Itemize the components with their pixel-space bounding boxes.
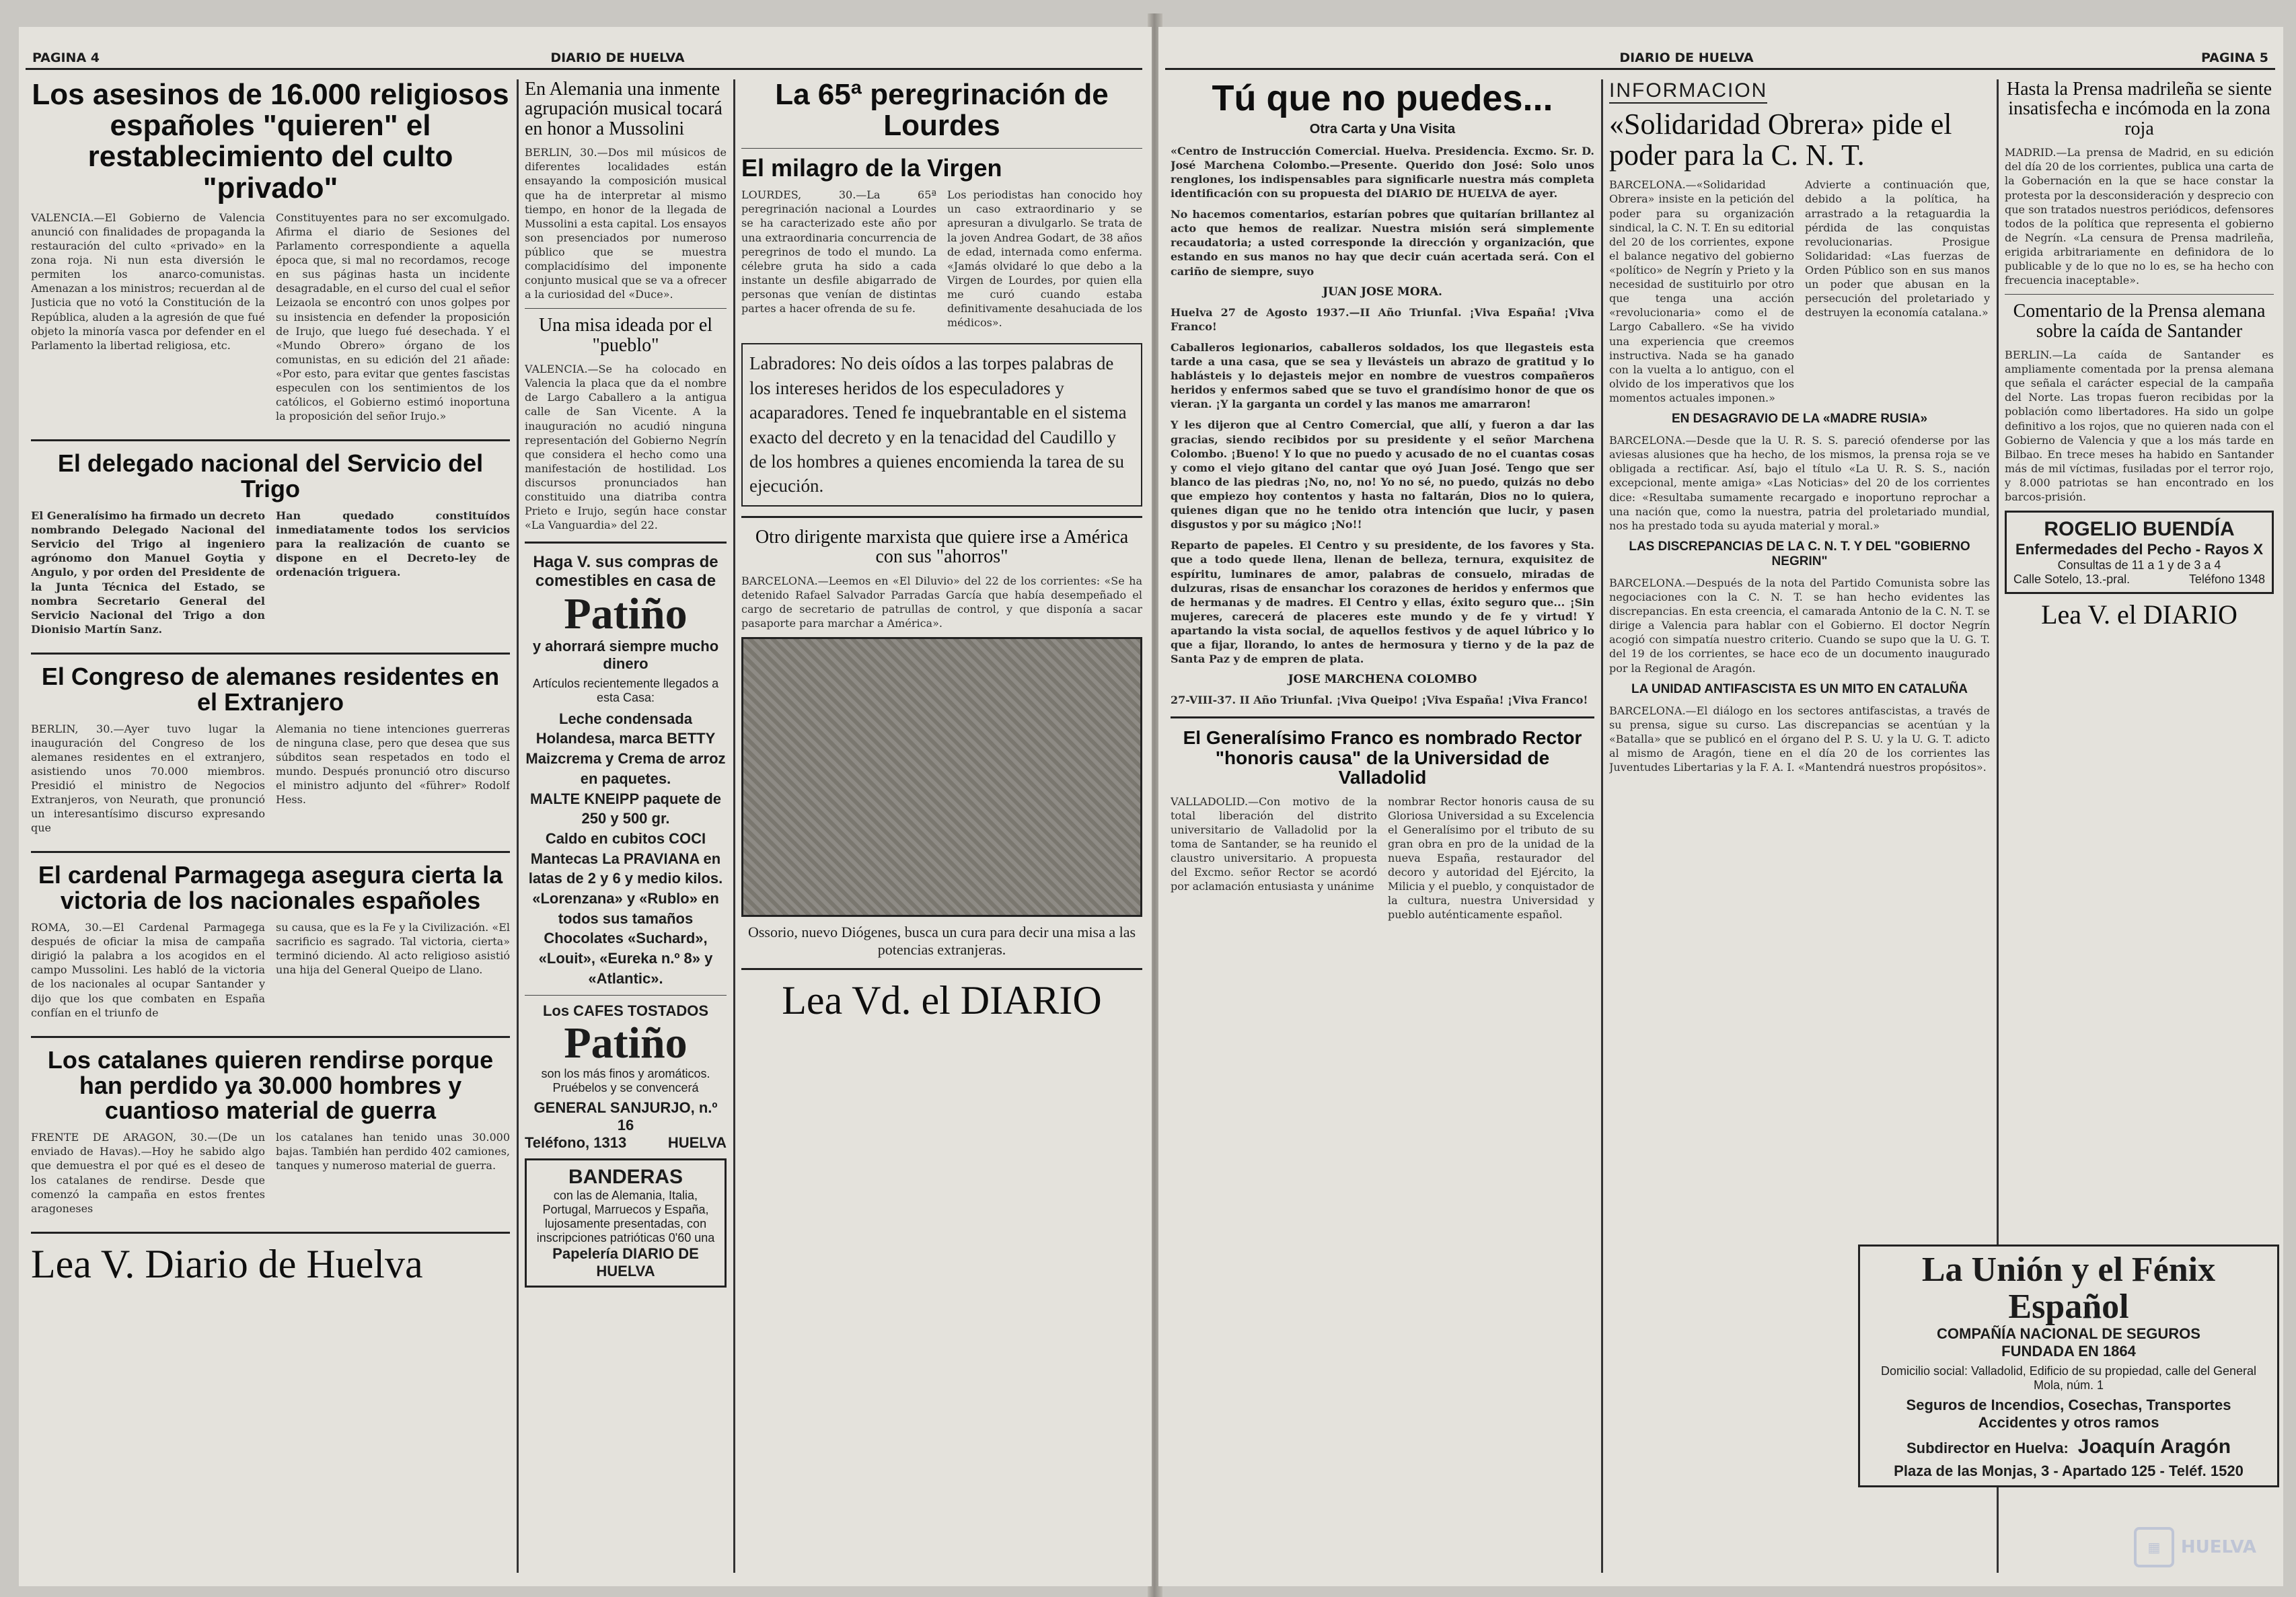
article-solidaridad-text-b: Advierte a continuación que, debido a la política, ha arrastrado a la retaguardia la pérdida de las conquistas revolucionarias. Prosigue Solidaridad: «Las fuerzas de Orden Público son en sus manos un poder que abusan en la persecución del proletariado y destruyen la economía catalana.»: [1805, 178, 1990, 320]
ad-buendia-specialty: Enfermedades del Pecho - Rayos X: [2015, 541, 2264, 558]
article-congreso-text-a: BERLIN, 30.—Ayer tuvo lugar la inauguración del Congreso de los alemanes residentes en el extranjero, asistiendo unos 70.000 miembros. Presidió el ministro de Negocios Extranjeros, von Neurath, que pronunció un interesantísimo discurso expresando que: [31, 722, 265, 835]
headline-milagro: El milagro de la Virgen: [741, 154, 1002, 182]
ad-banderas-text: con las de Alemania, Italia, Portugal, Marruecos y España, lujosamente presentadas, con inscripciones patrióticas 0'60 una: [536, 1188, 715, 1245]
headline-misa-pueblo: Una misa ideada por el "pueblo": [538, 315, 713, 356]
ad-patino-line2: y ahorrará siempre mucho dinero: [532, 637, 719, 672]
article-alemania-musica-text: BERLIN, 30.—Dos mil músicos de diferentes localidades están ensayando la composición musical que ha de interpretar al mismo tiempo, en honor de la llegada de Mussolini a esta capital. Los ensayos son presenciados por numeroso público que se muestra complacidísimo del imponente conjunto musical que se va a ofrecer a la curiosidad del «Duce».: [525, 146, 727, 301]
left-column-2: [525, 79, 727, 1580]
article-madre-rusia-text: BARCELONA.—Desde que la U. R. S. S. pareció ofenderse por las aviesas alusiones que ha hecho, de los mismos, la prensa roja se ve obligada a rectificar. Así, bajo el título «La U. R. S. S., nación excepcional, mente amiga» «Las Noticias» del 20 de los corrientes dice: «Resultaba sumamente recargado e inoportuno reprochar a una nación que, como la nuestra, patria del proletariado mundial, nos ha prestado toda su ayuda material y moral.»: [1609, 434, 1990, 532]
ad-union-fenix: [1858, 1245, 2279, 1487]
headline-catalanes: Los catalanes quieren rendirse porque han perdido ya 30.000 hombres y cuantioso material de guerra: [47, 1045, 494, 1125]
letter-text-a: «Centro de Instrucción Comercial. Huelva. Presidencia. Excmo. Sr. D. José Marchena Colombo.—Presente. Querido don José: Solo unos renglones, los indispensables para significarle nuestra más completa identificación con su propuesta del DIARIO DE HUELVA de ayer.: [1171, 144, 1594, 200]
left-column-1: [31, 79, 510, 1580]
ad-buendia-name: ROGELIO BUENDÍA: [2044, 518, 2235, 541]
ad-fenix-sub2: FUNDADA EN 1864: [2001, 1343, 2136, 1360]
article-rector-text-a: VALLADOLID.—Con motivo de la total liberación del distrito universitario de Valladolid por la toma de Santander, se ha reunido el claustro universitario. A propuesta del Excmo. señor Rector se acordó por aclamación entusiasta y unánime: [1171, 794, 1377, 893]
article-catalanes-text-a: FRENTE DE ARAGON, 30.—(De un enviado de Havas).—Hoy he sabido algo que demuestra el por qué es el deseo de los catalanes de rendirse. Desde que comenzó la campaña en estos frentes aragoneses: [31, 1131, 265, 1215]
article-discrepancias-text: BARCELONA.—Después de la nota del Partido Comunista sobre las negociaciones con la C. N. T. se han hecho evidentes las discrepancias. En esta creencia, el camarada Antonio de la C. N. T. se dirige a Valencia para hablar con el Gobierno. El doctor Negrín acogió con simpatía nuestro criterio. Cuando se supo que la U. G. T. del 19 de los corrientes, se hace eco de un documento inaugurado por la Regional de Aragón.: [1609, 576, 1990, 675]
article-milagro-text-b: Los periodistas han conocido hoy un caso extraordinario y se apresuran a divulgarlo. Se trata de la joven Andrea Godart, de 38 años de edad, internada como enferma. «Jamás olvidaré lo que debo a la Virgen de Lourdes, por quien ella me curó cuando estaba definitivamente desahuciada de los médicos».: [947, 188, 1142, 330]
ad-buendia-hours: Consultas de 11 a 1 y de 3 a 4: [2057, 558, 2221, 572]
column-rule: [1601, 79, 1603, 1573]
letter-text-d: Y les dijeron que al Centro Comercial, que allí, y fueron a dar las gracias, siendo recibidos por su presidente y el señor Marchena Colombo. ¡Bueno! Y lo que no puedo y acusado de no el cuantas cosas y como el viejo gitano del cantar que oyó Juan José. Tengo que ser blanco de las piedras ¡No, no, no! Yo no sé, no puedo, quizás no debo que empiezo hoy contentos y hasta no faltarán, Dios no lo quiera, quienes digan que no he tenido otra intención que lucir, y pasen disgustos y por su mágico ¡No!!: [1171, 418, 1594, 531]
headline-prensa-alemana: Comentario de la Prensa alemana sobre la caída de Santander: [2013, 301, 2266, 342]
ad-fenix-domicile: Domicilio social: Valladolid, Edificio de su propiedad, calle del General Mola, núm. 1: [1881, 1364, 2256, 1392]
article-asesinos-text-b: Constituyentes para no ser excomulgado. Afirma el diario de Sesiones del Parlamento correspondiente a aquella época que, si mal no recordamos, recoge en sus páginas hasta un incidente desagradable, en el curso del cual el señor Leizaola se encontró con unos golpes por su insistencia en defender la proposición de Irujo, que luego fué desechada. Y el «Mundo Obrero» órgano de los comunistas, en su edición del 21 añade: «Por esto, para evitar que gentes fascistas especulen con los sentimientos de los católicos, el Gobierno estimó inoportuna la proposición del señor Irujo.»: [276, 211, 510, 423]
subhead-unidad-antifascista: LA UNIDAD ANTIFASCISTA ES UN MITO EN CATALUÑA: [1631, 681, 1968, 696]
ad-patino-item: Caldo en cubitos COCI: [545, 829, 706, 847]
ad-patino-item: Chocolates «Suchard», «Louit», «Eureka n.º 8» y «Atlantic».: [538, 930, 713, 987]
ad-buendia-address: Calle Sotelo, 13.-pral.: [2013, 572, 2131, 587]
ad-patino-item: Maizcrema y Crema de arroz en paquetes.: [525, 750, 726, 787]
article-milagro-text-a: LOURDES, 30.—La 65ª peregrinación nacional a Lourdes se ha caracterizado este año por una extraordinaria concurrencia de peregrinos de todo el mundo. La célebre gruta ha sido a cada instante un desfile abigarrado de personas que venían de distintas partes a hacer ofrenda de su fe.: [741, 188, 936, 315]
right-column-1: [1171, 79, 1594, 1580]
letter-date-1: Huelva 27 de Agosto 1937.—II Año Triunfal. ¡Viva España! ¡Viva Franco!: [1171, 305, 1594, 333]
left-page-number: PAGINA 4: [32, 50, 100, 65]
ad-fenix-agent-label: Subdirector en Huelva:: [1906, 1440, 2069, 1457]
ad-cafes-city: HUELVA: [667, 1134, 727, 1151]
letter-text-b: No hacemos comentarios, estarían pobres que quitarían brillantez al acto que hemos de realizar. Nuestra misión será simplemente recaudatoria; a usted corresponde la dirección y organización, que estando en sus manos no hay que decir cuán acertada será. Con el cariño de siempre, suyo: [1171, 208, 1594, 278]
cartoon-caption: Ossorio, nuevo Diógenes, busca un cura para decir una misa a las potencias extranjeras.: [747, 924, 1136, 959]
ad-cafes-brand: Patiño: [564, 1018, 688, 1068]
ad-banderas-title: BANDERAS: [568, 1165, 683, 1188]
article-misa-pueblo-text: VALENCIA.—Se ha colocado en Valencia la placa que da el nombre de Largo Caballero a la antigua calle de San Vicente. A la inauguración no acudió ninguna representación del Gobierno Negrín que considera el hecho como una manifestación de hostilidad. Los discursos pronunciados han constituido una diatriba contra Prieto e Irujo, según hace constar «La Vanguardia» del 22.: [525, 363, 727, 532]
headline-cardenal: El cardenal Parmagega asegura cierta la victoria de los nacionales españoles: [38, 861, 503, 915]
headline-solidaridad-obrera: «Solidaridad Obrera» pide el poder para la C. N. T.: [1609, 108, 1952, 172]
article-prensa-alemana-text: BERLIN.—La caída de Santander es ampliamente comentada por la prensa alemana que señala el carácter especial de la campaña del Norte. Las tropas fueron recibidas por la población como libertadores. Ha sido un golpe definitivo a los rojos, que no quieren nada con el Gobierno de Valencia y que a los más tarde en Bilbao. En trece meses ha habido en Santander más de mil víctimas, fusiladas por el terror rojo, y 8.000 patriotas se han encontrado en los barcos-prisión.: [2005, 348, 2274, 504]
archive-logo-icon: ▦: [2134, 1527, 2174, 1567]
headline-alemania-musica: En Alemania una inmente agrupación musical tocará en honor a Mussolini: [525, 79, 723, 139]
article-unidad-text: BARCELONA.—El diálogo en los sectores antifascistas, a través de su prensa, sigue su curso. Las discrepancias se acentúan y la «Batalla» que se publicó en el órgano del P. S. U. y la U. G. T. adicto al mismo de Aragón, tiene en el día 20 de los corrientes las Juventudes Libertarias y la F. A. I. «Mantendrá nuestros propósitos».: [1609, 704, 1990, 774]
article-congreso-text-b: Alemania no tiene intenciones guerreras de ninguna clase, pero que desea que sus súbditos sean respetados en todo el mundo. Después pronunció otro discurso el ministro adjunto del «führer» Rodolf Hess.: [276, 722, 510, 807]
section-informacion: INFORMACION: [1609, 79, 1767, 104]
headline-delegado-trigo: El delegado nacional del Servicio del Trigo: [57, 449, 484, 503]
ad-patino-item: MALTE KNEIPP paquete de 250 y 500 gr.: [529, 790, 721, 827]
notice-labradores: Labradores: No deis oídos a las torpes palabras de los intereses heridos de los especuladores y acaparadores. Tened fe inquebrantable en el sistema exacto del decreto y en la tenacidad del Caudillo y de los hombres a quienes encomienda la tarea de su ejecución.: [741, 343, 1142, 507]
ad-fenix-lines: Seguros de Incendios, Cosechas, Transportes Accidentes y otros ramos: [1906, 1397, 2231, 1432]
article-catalanes-text-b: los catalanes han tenido unas 30.000 bajas. También han perdido 402 camiones, tanques y numeroso material de guerra.: [276, 1131, 510, 1173]
promo-lea-diario: Lea Vd. el DIARIO: [782, 978, 1102, 1023]
archive-watermark: [2134, 1527, 2256, 1567]
ad-cafes-phone: Teléfono, 1313: [525, 1134, 627, 1151]
right-folio: [1165, 52, 2275, 70]
article-cardenal-text-a: ROMA, 30.—El Cardenal Parmagega después de oficiar la misa de campaña dirigió la palabra a los acogidos en el campo Mussolini. Les habló de la victoria de los nacionales al ocupar Santander y dijo que los que combaten en España confían en el triunfo de: [31, 921, 265, 1019]
headline-prensa-madrilena: Hasta la Prensa madrileña se siente insatisfecha e incómoda en la zona roja: [2006, 79, 2272, 139]
headline-asesinos: Los asesinos de 16.000 religiosos españoles "quieren" el restablecimiento del culto "privado": [32, 79, 509, 205]
kicker-otra-carta: Otra Carta y Una Visita: [1309, 121, 1456, 137]
article-asesinos-text-a: VALENCIA.—El Gobierno de Valencia anunció con finalidades de propaganda la restauración del culto «privado» en la zona roja. Ni nun esta diversión le permiten los anarco-comunistas. Amenazan a los ministros; recuerdan al de Justicia que no votó la Constitución de la República, aluden a la agresión de que fué objeto la minoría vasca por defender en el Parlamento la libertad religiosa, etc.: [31, 211, 265, 352]
ad-banderas: [525, 1158, 727, 1288]
ad-fenix-address: Plaza de las Monjas, 3 - Apartado 125 - Teléf. 1520: [1894, 1462, 2244, 1480]
right-masthead: DIARIO DE HUELVA: [1619, 50, 1754, 65]
ad-patino-line3: Artículos recientemente llegados a esta Casa:: [532, 676, 719, 704]
promo-lea-diario-huelva: Lea V. Diario de Huelva: [31, 1241, 423, 1286]
left-page: [19, 27, 1152, 1586]
ad-fenix-agent: Joaquín Aragón: [2077, 1436, 2231, 1458]
article-dirigente-text: BARCELONA.—Leemos en «El Diluvio» del 22 de los corrientes: «Se ha detenido Rafael Salvador Parradas García que había desempeñado el cargo de secretario de patrullas de control, y que disponía a sacar pasaporte para marchar a América».: [741, 574, 1142, 630]
promo-lea-el-diario: Lea V. el DIARIO: [2041, 599, 2237, 630]
ad-buendia-phone: Teléfono 1348: [2188, 572, 2265, 587]
ad-patino-item: Leche condensada Holandesa, marca BETTY: [535, 710, 716, 747]
headline-dirigente-marxista: Otro dirigente marxista que quiere irse a América con sus "ahorros": [755, 526, 1129, 568]
headline-tu-que-no-puedes: Tú que no puedes...: [1212, 79, 1553, 118]
left-masthead: DIARIO DE HUELVA: [550, 50, 685, 65]
article-rector-text-b: nombrar Rector honoris causa de su Gloriosa Universidad a su Excelencia el Generalísimo por el tributo de su gran obra en pro de la unidad de la nueva España, restaurador del decoro y autoridad del Ejército, la Milicia y el pueblo, y conquistador de la cultura, nuestra Universidad y pueblo auténticamente español.: [1388, 794, 1594, 922]
cartoon-image: [741, 637, 1142, 917]
headline-rector-honoris: El Generalísimo Franco es nombrado Rector "honoris causa" de la Universidad de Valladolid: [1183, 727, 1582, 788]
right-page: [1158, 27, 2283, 1586]
ad-cafes-address: GENERAL SANJURJO, n.º 16: [533, 1099, 718, 1134]
subhead-discrepancias: LAS DISCREPANCIAS DE LA C. N. T. Y DEL "GOBIERNO NEGRIN": [1629, 539, 1970, 568]
ad-patino-line1: Haga V. sus compras de comestibles en casa de: [533, 553, 718, 591]
left-folio: [26, 52, 1142, 70]
column-rule: [733, 79, 735, 1573]
letter-date-2: 27-VIII-37. II Año Triunfal. ¡Viva Queipo! ¡Viva España! ¡Viva Franco!: [1171, 694, 1588, 707]
article-prensa-madrilena-text: MADRID.—La prensa de Madrid, en su edición del día 20 de los corrientes, publica una carta de la Gobernación en la que se hace constar la protesta por la desconsideración y desprecio con que son tratados nuestros periódicos, defensores todos de la política que representa el gobierno de Negrín. «La censura de Prensa madrileña, erigida arbitrariamente en definidora de lo publicable y de lo que no lo es, se ha hecho con frecuencia inaceptable».: [2005, 146, 2274, 287]
ad-fenix-sub1: COMPAÑÍA NACIONAL DE SEGUROS: [1937, 1325, 2200, 1343]
article-cardenal-text-b: su causa, que es la Fe y la Civilización. «El sacrificio es sagrado. Tal victoria, cierta» terminó diciendo. Al acto religioso asistió una hija del General Queipo de Llano.: [276, 921, 510, 977]
ad-cafes-line1: Los CAFES TOSTADOS: [542, 1002, 709, 1020]
signature-marchena: JOSE MARCHENA COLOMBO: [1288, 673, 1477, 687]
letter-text-e: Reparto de papeles. El Centro y su presidente, de los favores y Sta. que a todo quede llena, llenan de belleza, ternura, exquisitez de espíritu, luminares de amor, palabras de consuelo, miradas de dulzuras, risas de ensanchar los corazones de heridos y enfermos que de hermanas y de madres. El Centro y ellas, éxito seguro que... ¡Sin mujeres, carecerá de placeres este mundo y de fe y virtud! Y apartando la vista social, de aquellos festivos y de aquel lúbrico y lo que a fijar, llorando, lo antes de hermosura y tierno y de la paz de Santa Paz y de empren de plata.: [1171, 539, 1594, 666]
article-solidaridad-text-a: BARCELONA.—«Solidaridad Obrera» insiste en la petición del poder para su organización sindical, la C. N. T. En su editorial del 20 de los corrientes, expone el balance negativo del gobierno «político» de Negrín y Prieto y la necesidad de sustituirlo por otro que tenga una acción «revolucionaria» como el de Largo Caballero. «Se ha vivido una experiencia que creemos instructiva. Nada se ha ganado con la vuelta a lo antiguo, con el olvido de los imperativos que los momentos actuales imponen.»: [1609, 178, 1794, 405]
ad-patino-item: «Lorenzana» y «Rublo» en todos sus tamaños: [532, 889, 719, 927]
ad-patino-comestibles: [525, 553, 727, 1151]
ad-banderas-shop: Papelería DIARIO DE HUELVA: [552, 1245, 699, 1279]
right-page-number: PAGINA 5: [2200, 50, 2268, 65]
article-trigo-text-a: El Generalísimo ha firmado un decreto nombrando Delegado Nacional del Servicio del Trigo al ingeniero agrónomo don Manuel Goytia y Angulo, y por orden del Presidente de la Junta Técnica del Estado, se nombra Secretario General del Servicio Nacional del Trigo a don Dionisio Martín Sanz.: [31, 509, 265, 636]
ad-patino-item: Mantecas La PRAVIANA en latas de 2 y 6 y medio kilos.: [528, 850, 723, 887]
ad-fenix-title: La Unión y el Fénix Español: [1921, 1251, 2216, 1326]
ad-cafes-line2: son los más finos y aromáticos. Pruébelos y se convencerá: [541, 1066, 710, 1094]
article-trigo-text-b: Han quedado constituídos inmediatamente todos los servicios para la realización de cuanto se dispone en el Decreto-ley de ordenación triguera.: [276, 509, 510, 579]
letter-text-c: Caballeros legionarios, caballeros soldados, los que llegasteis esta tarde a una casa, que se sea y llevásteis un abrazo de gratitud y lo hablásteis y lo dejasteis mejor en nombre de vuestros compañeros heridos y enfermos sabed que se tuvo el grandísimo honor de que os vieran. ¡Y la garganta un cordel y las manos me amarraron!: [1171, 340, 1594, 411]
headline-congreso-alemanes: El Congreso de alemanes residentes en el Extranjero: [41, 662, 500, 716]
headline-peregrinacion: La 65ª peregrinación de Lourdes: [775, 79, 1109, 143]
archive-watermark-text: HUELVA: [2180, 1537, 2256, 1557]
left-column-3: [741, 79, 1142, 1580]
subhead-madre-rusia: EN DESAGRAVIO DE LA «MADRE RUSIA»: [1671, 412, 1928, 426]
ad-rogelio-buendia: [2005, 511, 2274, 594]
signature-mora: JUAN JOSE MORA.: [1323, 285, 1442, 299]
column-rule: [517, 79, 519, 1573]
ad-patino-brand: Patiño: [564, 589, 688, 639]
